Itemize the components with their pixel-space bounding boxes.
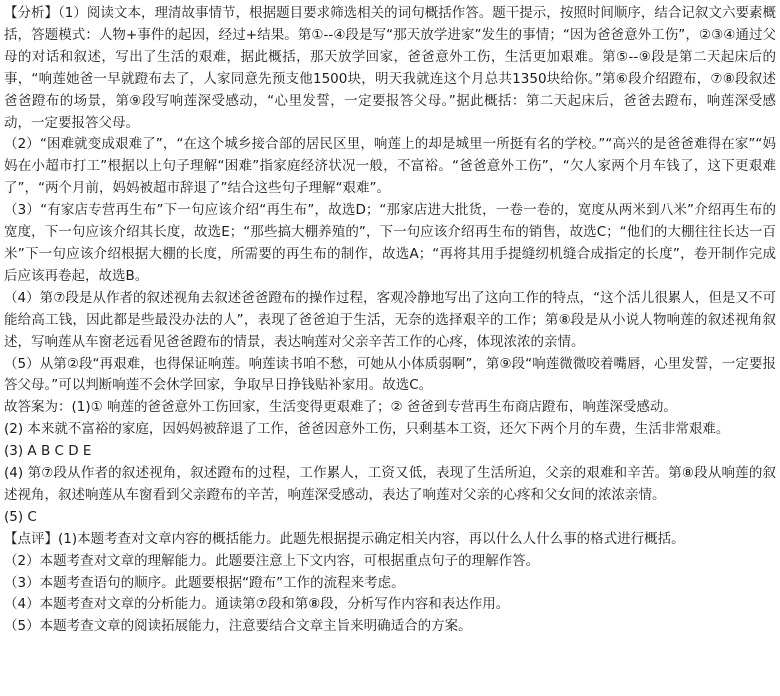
analysis-intro-part-1: 【分析】（1）阅读文本，理清故事情节，根据题目要求筛选相关的词句概括作答。题干提示，按照时间顺序，结合记叙文六要素概括，答题模式：人物+事件的起因，经过+结果。第①--④段是写“那天放学进家”发生的事情；“因为爸爸意外工伤”，②③④通过父母的对话和叙述，写出了生活的艰难，据此概括，那天放学回家，爸爸意外工伤，生活更加艰难。第⑤--⑨段是第二天起床后的事，“响莲她爸一早就蹬布去了，人家同意先预支他1500块，明天我就连这个月总共1350块给你。”第⑥段介绍蹬布，⑦⑧段叙述爸爸蹬布的场景，第⑨段写响莲深受感动，“心里发誓，一定要报答父母。”据此概括：第二天起床后，爸爸去蹬布，响莲深受感动，一定要报答父母。 xyxy=(4,5,776,131)
comment-2: （2）本题考查对文章的理解能力。此题要注意上下文内容，可根据重点句子的理解作答。 xyxy=(4,552,540,569)
analysis-part-5: （5）从第②段“再艰难，也得保证响莲。响莲读书咱不愁，可她从小体质弱啊”，第⑨段“响莲微微咬着嘴唇，心里发誓，一定要报答父母。”可以判断响莲不会休学回家，争取早日挣钱贴补家用。故选C。 xyxy=(4,355,776,394)
analysis-part-2: （2）“困难就变成艰难了”，“在这个城乡接合部的居民区里，响莲上的却是城里一所挺有名的学校。”“高兴的是爸爸难得在家”“妈妈在小超市打工”根据以上句子理解“困难”指家庭经济状况一般，不富裕。“爸爸意外工伤”，“欠人家两个月车钱了，这下更艰难了”，“两个月前，妈妈被超市辞退了”结合这些句子理解“艰难”。 xyxy=(4,136,776,197)
answer-3: (3) A B C D E xyxy=(4,443,92,460)
comment-1: 【点评】(1)本题考查对文章内容的概括能力。此题先根据提示确定相关内容，再以什么人什么事的格式进行概括。 xyxy=(4,530,685,547)
comment-3: （3）本题考查语句的顺序。此题要根据“蹬布”工作的流程来考虑。 xyxy=(4,574,405,591)
comment-5: （5）本题考查文章的阅读拓展能力，注意要结合文章主旨来明确适合的方案。 xyxy=(4,618,472,635)
comment-4: （4）本题考查对文章的分析能力。通读第⑦段和第⑧段，分析写作内容和表达作用。 xyxy=(4,596,510,613)
answer-2: (2) 本来就不富裕的家庭，因妈妈被辞退了工作，爸爸因意外工伤，只剩基本工资，还欠下两个月的车费，生活非常艰难。 xyxy=(4,421,730,438)
analysis-part-4: （4）第⑦段是从作者的叙述视角去叙述爸爸蹬布的操作过程，客观冷静地写出了这向工作的特点，“这个活儿很累人，但是又不可能给高工钱，因此都是些最没办法的人”，表现了爸爸迫于生活，无奈的选择艰辛的工作；第⑧段是从小说人物响莲的叙述视角叙述，写响莲从车窗老远看见爸爸蹬布的情景，表达响莲对父亲辛苦工作的心疼，体现浓浓的亲情。 xyxy=(4,289,776,350)
answer-1: 故答案为：(1)① 响莲的爸爸意外工伤回家，生活变得更艰难了；② 爸爸到专营再生布商店蹬布，响莲深受感动。 xyxy=(4,399,677,416)
answer-5: (5) C xyxy=(4,508,37,525)
analysis-part-3: （3）“有家店专营再生布”下一句应该介绍“再生布”，故选D；“那家店进大批货，一卷一卷的，宽度从两米到八米”介绍再生布的宽度，下一句应该介绍其长度，故选E；“那些搞大棚养殖的”，下一句应该介绍再生布的销售，故选C；“他们的大棚往往长达一百米”下一句应该介绍根据大棚的长度，所需要的再生布的制作，故选A；“再将其用手提缝纫机缝合成指定的长度”，卷开制作完成后应该再卷起，故选B。 xyxy=(4,202,776,284)
answer-4: (4) 第⑦段从作者的叙述视角，叙述蹬布的过程，工作累人，工资又低，表现了生活所迫，父亲的艰难和辛苦。第⑧段从响莲的叙述视角，叙述响莲从车窗看到父亲蹬布的辛苦，响莲深受感动，表达了响莲对父亲的心疼和父女间的浓浓亲情。 xyxy=(4,465,776,503)
